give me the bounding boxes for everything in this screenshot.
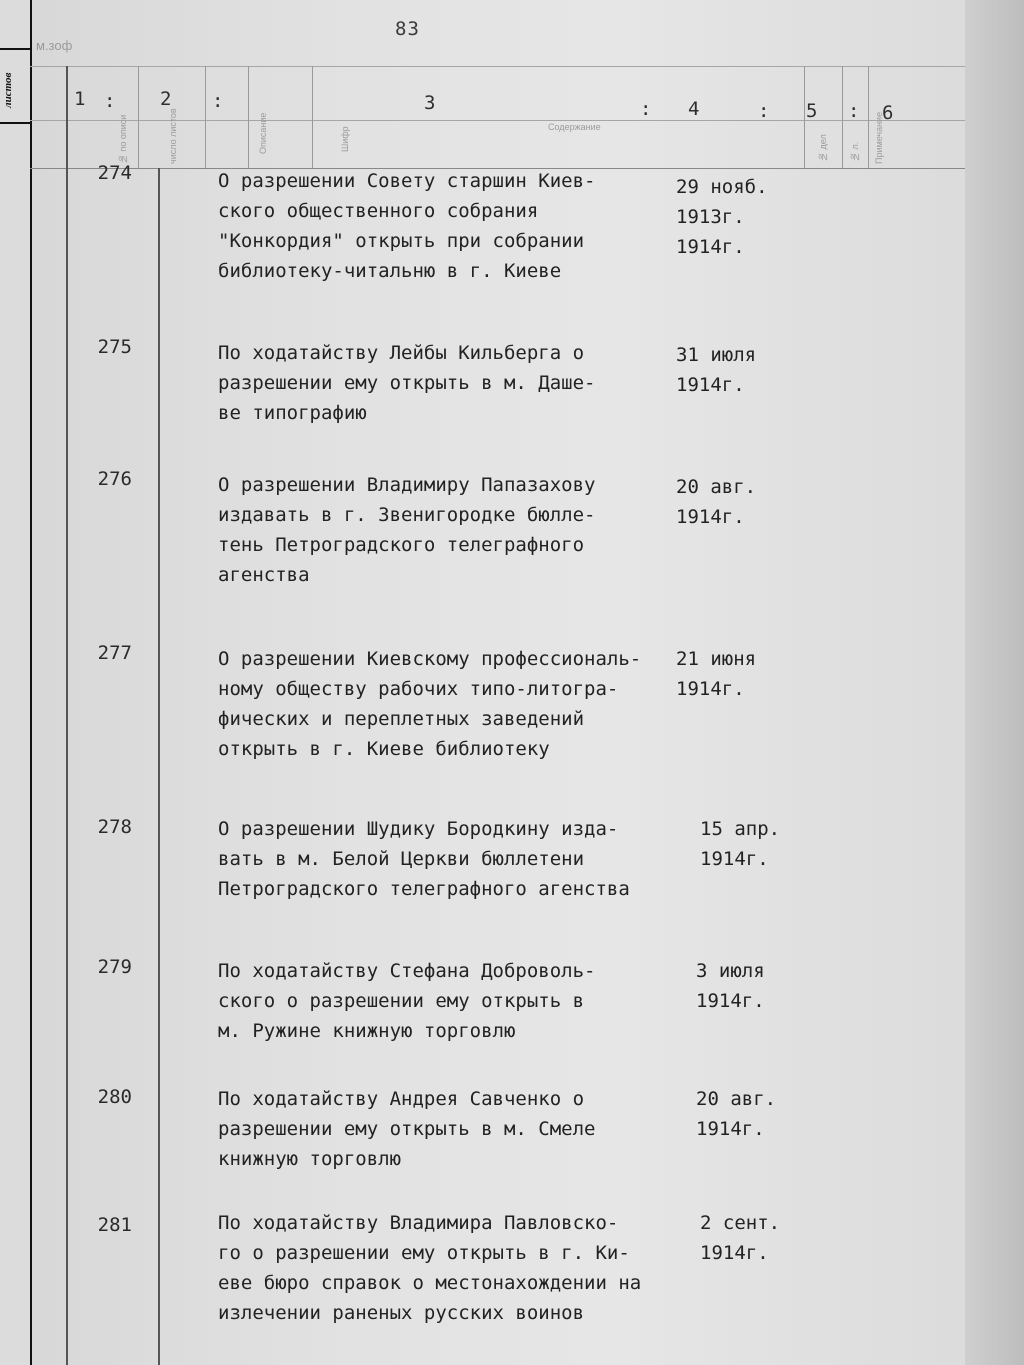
entry-number: 279 [97,956,132,978]
column-divider-9 [868,66,869,168]
entry-title: По ходатайству Андрея Савченко о разрешении ему открыть в м. Смеле книжную торговлю [218,1088,596,1170]
header-label: № л. [850,141,860,162]
header-label: Описание [258,112,268,154]
entry-date: 20 авг. 1914г. [696,1088,777,1140]
column-number: 1 [74,88,86,110]
column-number: 6 [882,102,894,124]
header-rule-top [30,66,965,67]
column-divider-2 [138,66,139,168]
entry-title: По ходатайству Владимира Павловско- го о разрешении ему открыть в г. Ки- еве бюро справок о местонахождении на излечении раненых русских воинов [218,1212,642,1324]
column-divider-3 [158,168,160,1365]
header-label: № дел [818,134,828,162]
page-number: 83 [395,18,420,40]
entry-date: 2 сент. 1914г. [700,1212,781,1264]
header-label: число листов [168,108,178,164]
entry-number: 275 [97,336,132,358]
entry-number: 274 [97,162,132,184]
entry-number: 280 [97,1086,132,1108]
entry-number: 276 [97,468,132,490]
binder-strip [0,0,32,1365]
column-separator: : [848,100,860,122]
binder-tick [0,48,30,50]
column-divider-6 [312,66,313,168]
column-separator: : [104,90,116,112]
column-divider-8 [842,66,843,168]
column-number: 3 [424,92,436,114]
entry-title: О разрешении Владимиру Папазахову издавать в г. Звенигородке бюлле- тень Петроградского телеграфного агенства [218,474,596,586]
column-divider-1 [66,66,68,1365]
header-label: № по описи [118,114,128,164]
entry-number: 278 [97,816,132,838]
entry-number: 277 [97,642,132,664]
corner-stamp: м.зоф [36,38,73,53]
entry-date: 3 июля 1914г. [696,960,765,1012]
entry-date: 29 нояб. 1913г. 1914г. [676,176,768,258]
header-label: Шифр [340,126,350,152]
entry-title: По ходатайству Стефана Доброволь- ского о разрешении ему открыть в м. Ружине книжную торговлю [218,960,596,1042]
column-separator: : [758,100,770,122]
column-separator: : [640,98,652,120]
binder-label: листов [2,72,14,108]
entry-date: 31 июля 1914г. [676,344,757,396]
header-label: Примечание [874,111,884,164]
header-label: Содержание [548,122,601,132]
entry-title: О разрешении Шудику Бородкину изда- вать в м. Белой Церкви бюллетени Петроградского телеграфного агенства [218,818,630,900]
column-divider-5 [248,66,249,168]
binder-tick [0,122,30,124]
entry-title: О разрешении Совету старшин Киев- ского общественного собрания "Конкордия" открыть при собрании библиотеку-читальню в г. Киеве [218,170,596,282]
entry-date: 15 апр. 1914г. [700,818,781,870]
page-edge-shadow [965,0,1024,1365]
column-divider-7 [804,66,805,168]
entry-title: О разрешении Киевскому профессиональ- ному обществу рабочих типо-литогра- фических и переплетных заведений открыть в г. Киеве библиотеку [218,648,642,760]
column-separator: : [212,90,224,112]
column-divider-4 [205,66,206,168]
entry-title: По ходатайству Лейбы Кильберга о разрешении ему открыть в м. Даше- ве типографию [218,342,596,424]
column-number: 5 [806,100,818,122]
column-number: 2 [160,88,172,110]
column-number: 4 [688,98,700,120]
entry-date: 21 июня 1914г. [676,648,757,700]
entry-date: 20 авг. 1914г. [676,476,757,528]
entry-number: 281 [97,1214,132,1236]
